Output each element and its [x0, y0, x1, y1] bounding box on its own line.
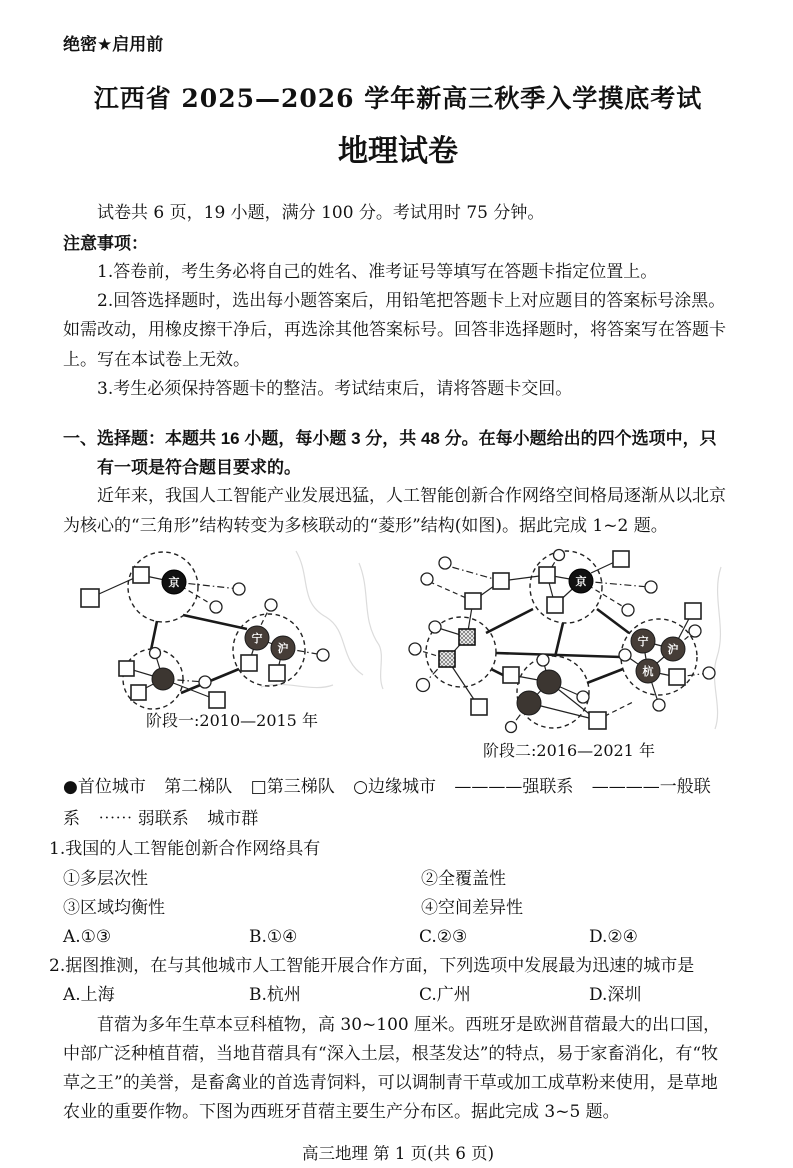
svg-text:沪: 沪: [277, 641, 289, 655]
question-1-choice-c: C.②③: [419, 927, 468, 947]
security-label: 绝密★启用前: [63, 35, 164, 54]
notice-heading: 注意事项：: [63, 233, 148, 253]
legend-item-general-link: ————一般联系: [63, 777, 711, 829]
page-footer: 高三地理 第 1 页(共 6 页): [301, 1143, 495, 1163]
passage-ai-intro: 近年来，我国人工智能产业发展迅猛，人工智能创新合作网络空间格局逐渐从以北京为核心的“三角形”结构转变为多核联动的“菱形”结构(如图)。据此完成 1~2 题。: [63, 486, 726, 536]
stage2-caption: 阶段二:2016—2021 年: [483, 740, 655, 760]
svg-text:沪: 沪: [667, 642, 679, 656]
svg-text:宁: 宁: [637, 634, 649, 648]
svg-text:宁: 宁: [251, 631, 263, 645]
legend-item-second-tier: 第二梯队: [164, 777, 233, 798]
legend-item-primary-city: ●首位城市: [63, 777, 146, 798]
passage-alfalfa: 苜蓿为多年生草本豆科植物，高 30~100 厘米。西班牙是欧洲苜蓿最大的出口国，中部广泛种植苜蓿，当地苜蓿具有“深入土层，根茎发达”的特点，易于家畜消化，有“牧草之王”的美誉，是畜禽业的首选青饲料，可以调制青干草或加工成草粉来使用，是草地农业的重要作物。下图为西班牙苜蓿主要生产分布区。据此完成 3~5 题。: [63, 1014, 721, 1123]
network-figure: [71, 547, 771, 765]
question-1-suboption: ④空间差异性: [421, 897, 523, 918]
south-node-icon: [537, 670, 561, 694]
question-2-choice-a: A.上海: [63, 985, 115, 1006]
legend-item-city-cluster: 城市群: [207, 808, 259, 829]
legend-item-strong-link: ————强联系: [454, 777, 574, 798]
stage2-network-svg: [401, 547, 737, 737]
svg-text:京: 京: [575, 574, 587, 588]
stage1-network-svg: [71, 547, 393, 707]
question-1: [49, 835, 733, 952]
question-1-text: 1.我国的人工智能创新合作网络具有: [49, 839, 321, 860]
legend-item-edge-city: ○边缘城市: [353, 777, 436, 798]
stage2-diagram: [401, 547, 737, 765]
question-2-choice-b: B.杭州: [249, 985, 301, 1006]
map-background-lines: [714, 567, 721, 729]
notice-item: 2.回答选择题时，选出每小题答案后，用铅笔把答题卡上对应题目的答案标号涂黑。如需改动，用橡皮擦干净后，再选涂其他答案标号。回答非选择题时，将答案写在答题卡上。写在本试卷上无效。: [63, 291, 726, 370]
section-heading: 一、选择题：本题共 16 小题，每小题 3 分，共 48 分。在每小题给出的四个选项中，只有一项是符合题目要求的。: [63, 428, 717, 478]
stage1-caption: 阶段一:2010—2015 年: [146, 710, 318, 730]
south-node-icon: [152, 668, 174, 690]
svg-text:京: 京: [168, 575, 180, 589]
question-2-choice-c: C.广州: [419, 985, 471, 1006]
question-1-suboption: ②全覆盖性: [421, 868, 506, 889]
exam-info-line: 试卷共 6 页，19 小题，满分 100 分。考试用时 75 分钟。: [97, 203, 545, 224]
question-2-choice-d: D.深圳: [589, 985, 642, 1006]
notice-item: 3.考生必须保持答题卡的整洁。考试结束后，请将答题卡交回。: [97, 378, 573, 399]
question-1-suboption: ③区域均衡性: [63, 897, 165, 918]
stage1-diagram: [71, 547, 393, 735]
legend-item-weak-link: ⋯⋯ 弱联系: [98, 808, 189, 829]
legend-item-third-tier: □第三梯队: [250, 777, 335, 798]
svg-text:杭: 杭: [642, 664, 654, 678]
question-1-choice-a: A.①③: [63, 927, 112, 947]
major-city-icons: [517, 569, 685, 715]
exam-title: 江西省 2025—2026 学年新高三秋季入学摸底考试: [93, 84, 703, 114]
notice-item: 1.答卷前，考生务必将自己的姓名、准考证号等填写在答题卡指定位置上。: [97, 261, 658, 282]
question-1-choice-d: D.②④: [589, 927, 638, 947]
question-2-text: 2.据图推测，在与其他城市人工智能开展合作方面，下列选项中发展最为迅速的城市是: [49, 956, 695, 977]
question-1-suboption: ①多层次性: [63, 868, 148, 889]
figure-legend: [63, 772, 733, 835]
node-labels: [576, 574, 679, 678]
exam-subtitle: 地理试卷: [338, 134, 458, 168]
question-1-choice-b: B.①④: [249, 927, 298, 947]
south-node-icon: [517, 691, 541, 715]
question-2: [49, 952, 733, 1010]
